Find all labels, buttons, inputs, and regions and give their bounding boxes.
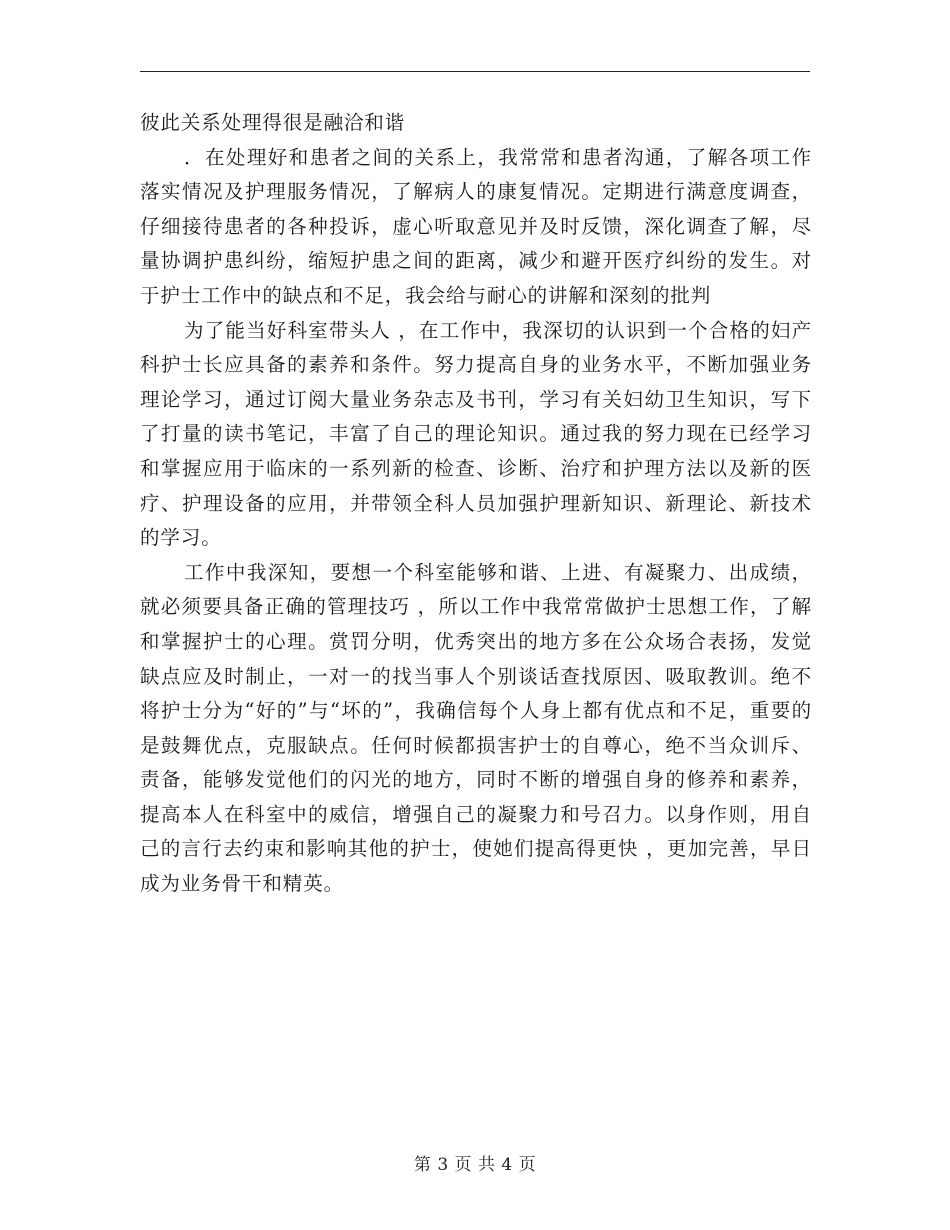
paragraph-1: 彼此关系处理得很是融洽和谐 bbox=[140, 111, 406, 134]
document-body bbox=[140, 106, 812, 902]
paragraph-4: 工作中我深知，要想一个科室能够和谐、上进、有凝聚力、出成绩，就必须要具备正确的管理技巧 ，所以工作中我常常做护士思想工作，了解和掌握护士的心理。赏罚分明，优秀突出的地方多在公众场合表扬，发觉缺点应及时制止，一对一的找当事人个别谈话查找原因、吸取教训。绝不将护士分为“好的”与“坏的”，我确信每个人身上都有优点和不足，重要的是鼓舞优点，克服缺点。任何时候都损害护士的自尊心，绝不当众训斥、责备，能够发觉他们的闪光的地方，同时不断的增强自身的修养和素养，提高本人在科室中的威信，增强自己的凝聚力和号召力。以身作则，用自己的言行去约束和影响其他的护士，使她们提高得更快 ，更加完善，早日成为业务骨干和精英。 bbox=[140, 560, 812, 896]
page-number-footer: 第 3 页 共 4 页 bbox=[413, 1155, 537, 1175]
header-rule bbox=[140, 71, 810, 72]
paragraph-3: 为了能当好科室带头人 ，在工作中，我深切的认识到一个合格的妇产科护士长应具备的素养和条件。努力提高自身的业务水平，不断加强业务理论学习，通过订阅大量业务杂志及书刊，学习有关妇幼卫生知识，写下了打量的读书笔记，丰富了自己的理论知识。通过我的努力现在已经学习和掌握应用于临床的一系列新的检查、诊断、治疗和护理方法以及新的医疗、护理设备的应用，并带领全科人员加强护理新知识、新理论、新技术的学习。 bbox=[140, 318, 812, 550]
paragraph-2: ．在处理好和患者之间的关系上，我常常和患者沟通，了解各项工作落实情况及护理服务情况，了解病人的康复情况。定期进行满意度调查，仔细接待患者的各种投诉，虚心听取意见并及时反馈，深化调查了解，尽量协调护患纠纷，缩短护患之间的距离，减少和避开医疗纠纷的发生。对于护士工作中的缺点和不足，我会给与耐心的讲解和深刻的批判 bbox=[140, 145, 812, 307]
